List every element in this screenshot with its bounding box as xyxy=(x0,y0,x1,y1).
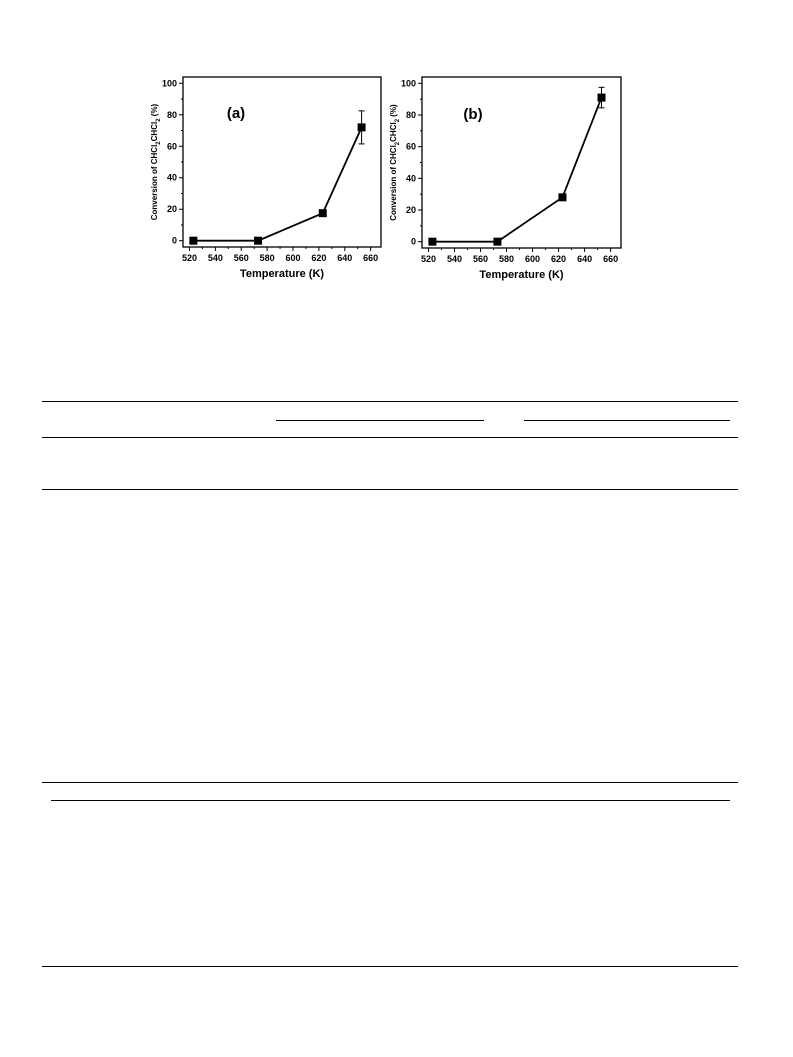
data-point xyxy=(254,237,262,245)
series-line xyxy=(193,127,361,240)
x-tick-label: 520 xyxy=(181,253,197,263)
y-axis-title-part: CHCl xyxy=(150,121,159,142)
x-tick-label: 540 xyxy=(207,253,223,263)
x-tick-label: 580 xyxy=(499,254,515,264)
table1-bottom-rule xyxy=(42,489,738,490)
y-tick-label: 20 xyxy=(405,205,416,215)
x-tick-label: 540 xyxy=(447,254,463,264)
plot-frame xyxy=(422,77,621,248)
y-tick-label: 40 xyxy=(166,172,177,183)
y-axis-title-part: (%) xyxy=(150,103,159,119)
x-tick-label: 600 xyxy=(285,253,301,263)
figure-conversion-vs-temperature xyxy=(0,0,793,300)
x-axis-title: Temperature (K) xyxy=(239,268,325,280)
data-point xyxy=(358,123,366,131)
table1-header-rule xyxy=(42,437,738,438)
y-tick-label: 60 xyxy=(166,141,177,152)
y-tick-label: 100 xyxy=(161,78,177,89)
y-axis-title-subscript: 2 xyxy=(395,118,401,123)
table2-top-rule xyxy=(42,782,738,783)
x-tick-label: 640 xyxy=(577,254,593,264)
x-tick-label: 640 xyxy=(337,253,353,263)
data-point xyxy=(558,193,566,201)
table1-top-rule xyxy=(42,401,738,402)
y-axis-title-subscript: 2 xyxy=(395,141,401,146)
x-tick-label: 560 xyxy=(233,253,249,263)
table2-header-rule xyxy=(51,800,730,801)
data-point xyxy=(493,238,501,246)
y-axis-title-part: (%) xyxy=(389,104,398,119)
y-axis-title-subscript: 2 xyxy=(156,118,162,122)
y-axis-title-part: CHCl xyxy=(389,122,398,142)
x-axis-title: Temperature (K) xyxy=(479,269,564,281)
x-tick-label: 600 xyxy=(525,254,541,264)
x-tick-label: 660 xyxy=(603,254,619,264)
y-axis-title-part: Conversion of CHCl xyxy=(150,144,159,221)
y-tick-label: 80 xyxy=(166,109,177,120)
y-tick-label: 60 xyxy=(405,141,416,152)
x-tick-label: 620 xyxy=(551,254,567,264)
y-tick-label: 80 xyxy=(405,110,416,120)
chart-panel-a xyxy=(150,77,381,280)
x-tick-label: 580 xyxy=(259,253,275,263)
data-point xyxy=(189,237,197,245)
y-tick-label: 40 xyxy=(405,173,416,184)
panel-label: (b) xyxy=(463,106,483,123)
panel-label: (a) xyxy=(226,105,246,122)
x-tick-label: 520 xyxy=(420,254,437,264)
y-axis-title-part: Conversion of CHCl xyxy=(389,145,398,221)
y-tick-label: 0 xyxy=(171,235,177,246)
y-tick-label: 20 xyxy=(166,204,177,215)
series-line xyxy=(432,98,601,242)
y-axis-title xyxy=(389,104,401,221)
table2-bottom-rule xyxy=(42,966,738,967)
y-tick-label: 100 xyxy=(400,78,416,89)
x-tick-label: 660 xyxy=(363,253,379,263)
data-point xyxy=(428,238,436,246)
x-tick-label: 620 xyxy=(311,253,327,263)
table1-group-rule-left xyxy=(276,420,484,421)
table1-group-rule-right xyxy=(524,420,730,421)
x-tick-label: 560 xyxy=(473,254,489,264)
chart-panel-b xyxy=(389,77,621,281)
y-axis-title-subscript: 2 xyxy=(156,141,162,145)
data-point xyxy=(597,94,605,102)
plot-frame xyxy=(183,77,381,247)
y-axis-title xyxy=(150,103,162,220)
data-point xyxy=(319,209,327,217)
y-tick-label: 0 xyxy=(410,236,416,247)
